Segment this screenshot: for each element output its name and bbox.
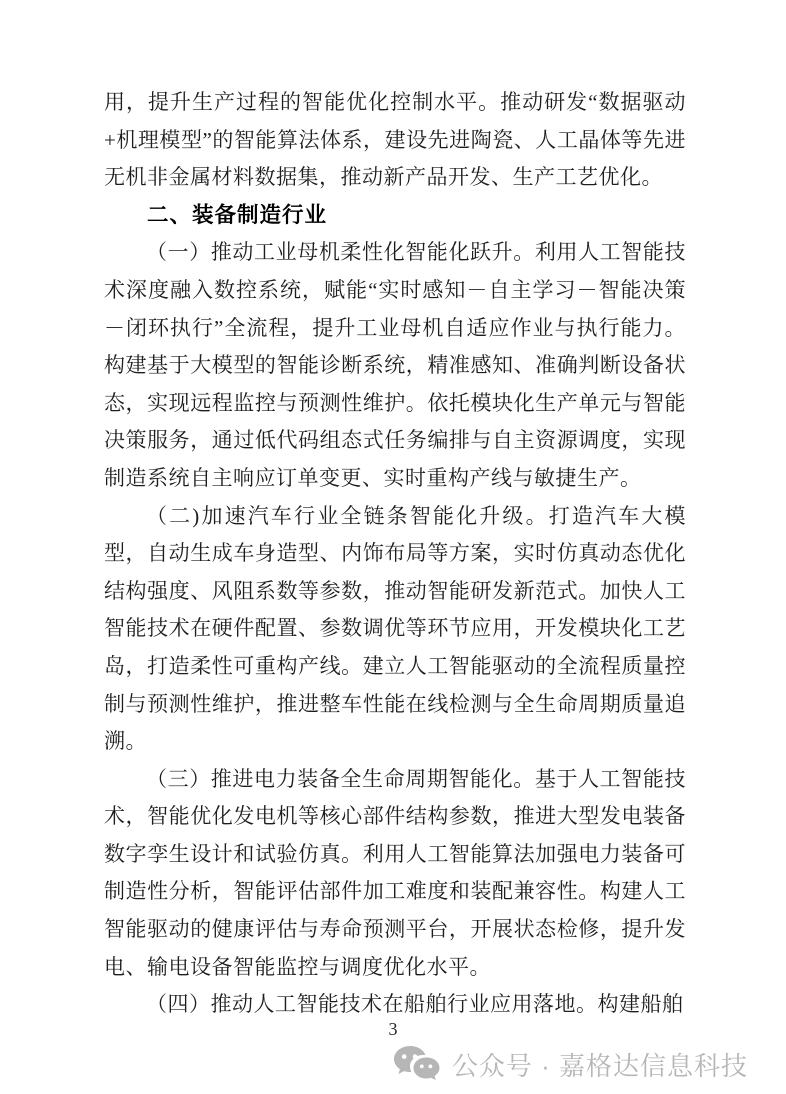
page-number: 3 xyxy=(388,1019,398,1039)
wechat-icon xyxy=(392,1044,440,1084)
paragraph-item-3: （三）推进电力装备全生命周期智能化。基于人工智能技术，智能优化发电机等核心部件结构参数，推进大型发电装备数字孪生设计和试验仿真。利用人工智能算法加强电力装备可制造性分析，智能评估部件加工难度和装配兼容性。构建人工智能驱动的健康评估与寿命预测平台，开展状态检修，提升发电、输电设备智能监控与调度优化水平。 xyxy=(104,766,686,979)
section-heading: 二、装备制造行业 xyxy=(147,202,328,227)
watermark xyxy=(392,1044,748,1084)
paragraph-continuation: 用，提升生产过程的智能优化控制水平。推动研发“数据驱动+机理模型”的智能算法体系，建设先进陶瓷、人工晶体等先进无机非金属材料数据集，推动新产品开发、生产工艺优化。 xyxy=(104,90,686,190)
paragraph-item-1: （一）推动工业母机柔性化智能化跃升。利用人工智能技术深度融入数控系统，赋能“实时感知－自主学习－智能决策－闭环执行”全流程，提升工业母机自适应作业与执行能力。构建基于大模型的智能诊断系统，精准感知、准确判断设备状态，实现远程监控与预测性维护。依托模块化生产单元与智能决策服务，通过低代码组态式任务编排与自主资源调度，实现制造系统自主响应订单变更、实时重构产线与敏捷生产。 xyxy=(104,240,686,490)
watermark-text: 公众号 · 嘉格达信息科技 xyxy=(451,1050,748,1081)
paragraph-item-2: （二)加速汽车行业全链条智能化升级。打造汽车大模型，自动生成车身造型、内饰布局等方案，实时仿真动态优化结构强度、风阻系数等参数，推动智能研发新范式。加快人工智能技术在硬件配置、参数调优等环节应用，开发模块化工艺岛，打造柔性可重构产线。建立人工智能驱动的全流程质量控制与预测性维护，推进整车性能在线检测与全生命周期质量追溯。 xyxy=(104,503,686,754)
page-body xyxy=(104,84,686,1024)
paragraph-item-4: （四）推动人工智能技术在船舶行业应用落地。构建船舶 xyxy=(146,992,684,1017)
